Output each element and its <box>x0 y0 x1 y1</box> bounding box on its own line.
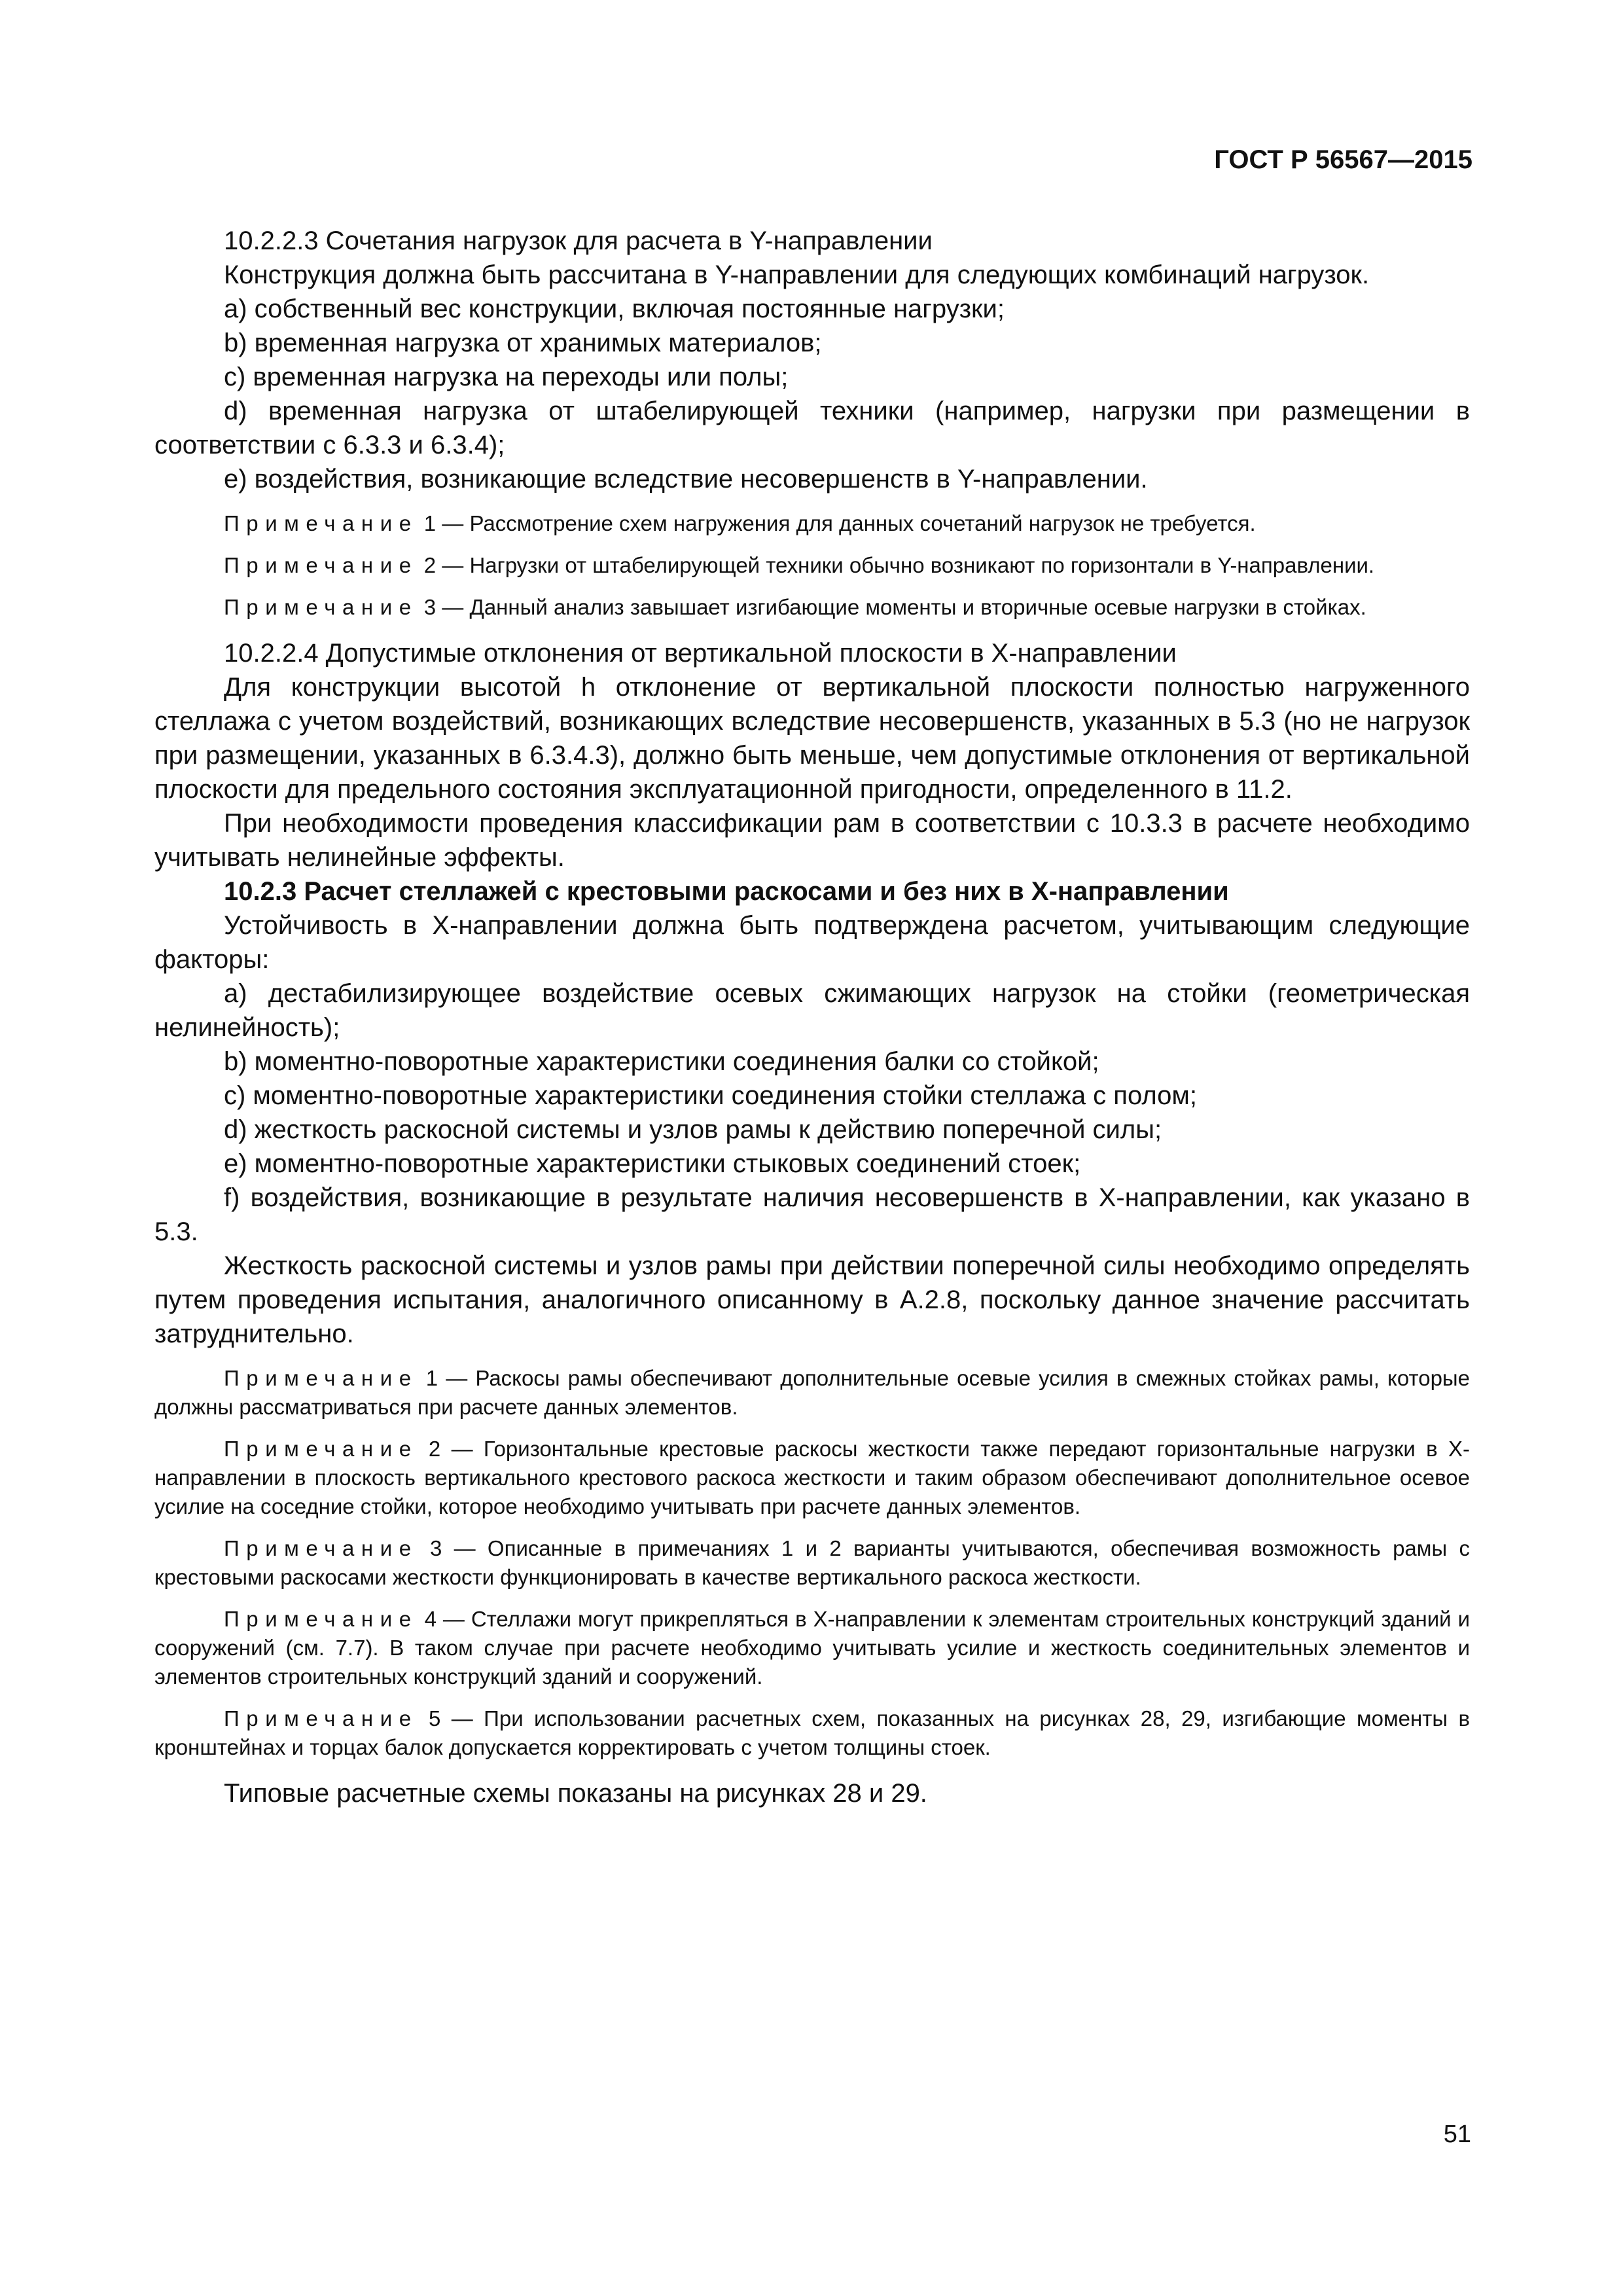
note-label: Примечание <box>224 511 418 535</box>
note-text: 4 — Стеллажи могут прикрепляться в X-направлении к элементам строительных конструкций зданий и сооружений (см. 7.7). В таком случае при расчете необходимо учитывать усилие и жесткость соединительных элементов и элементов строительных конструкций зданий и сооружений. <box>154 1607 1471 1689</box>
list-item: b) моментно-поворотные характеристики соединения балки со стойкой; <box>224 1047 1099 1076</box>
note-text: 1 — Раскосы рамы обеспечивают дополнительные осевые усилия в смежных стойках рамы, которые должны рассматриваться при расчете данных элементов. <box>154 1366 1470 1419</box>
document-code-header: ГОСТ Р 56567—2015 <box>1214 145 1472 174</box>
list-item: d) временная нагрузка от штабелирующей техники (например, нагрузки при размещении в соответствии с 6.3.3 и 6.3.4); <box>154 397 1470 459</box>
paragraph: Устойчивость в X-направлении должна быть подтверждена расчетом, учитывающим следующие факторы: <box>154 911 1470 974</box>
note <box>154 593 1470 622</box>
note-label: Примечание <box>224 1536 418 1560</box>
note <box>154 1605 1470 1691</box>
note-label: Примечание <box>224 1437 418 1461</box>
note-text: 2 — Нагрузки от штабелирующей техники обычно возникают по горизонтали в Y-направлении. <box>423 553 1375 577</box>
note-label: Примечание <box>224 1366 418 1390</box>
section-heading-10-2-2-3: 10.2.2.3 Сочетания нагрузок для расчета в Y-направлении <box>224 226 933 255</box>
note-label: Примечание <box>224 553 418 577</box>
note <box>154 1364 1470 1422</box>
paragraph: Жесткость раскосной системы и узлов рамы при действии поперечной силы необходимо определять путем проведения испытания, аналогичного описанному в А.2.8, поскольку данное значение рассчитать затруднительно. <box>154 1251 1470 1348</box>
note-text: 5 — При использовании расчетных схем, показанных на рисунках 28, 29, изгибающие моменты в кронштейнах и торцах балок допускается корректировать с учетом толщины стоек. <box>154 1706 1471 1759</box>
note-label: Примечание <box>224 1706 418 1731</box>
list-item: e) воздействия, возникающие вследствие несовершенств в Y-направлении. <box>224 465 1148 493</box>
section-heading-10-2-2-4: 10.2.2.4 Допустимые отклонения от вертикальной плоскости в X-направлении <box>224 639 1177 668</box>
list-item: f) воздействия, возникающие в результате наличия несовершенств в X-направлении, как указано в 5.3. <box>154 1183 1470 1246</box>
note-text: 1 — Рассмотрение схем нагружения для данных сочетаний нагрузок не требуется. <box>423 511 1256 535</box>
section-heading-10-2-3: 10.2.3 Расчет стеллажей с крестовыми раскосами и без них в X-направлении <box>224 877 1229 906</box>
document-body <box>154 224 1470 1810</box>
list-item: b) временная нагрузка от хранимых материалов; <box>224 329 822 357</box>
note-label: Примечание <box>224 595 418 619</box>
paragraph: Для конструкции высотой h отклонение от вертикальной плоскости полностью нагруженного стеллажа с учетом воздействий, возникающих вследствие несовершенств, указанных в 5.3 (но не нагрузок при размещении, указанных в 6.3.4.3), должно быть меньше, чем допустимые отклонения от вертикальной плоскости для предельного состояния эксплуатационной пригодности, определенного в 11.2. <box>154 673 1470 804</box>
page-number: 51 <box>1443 2121 1471 2148</box>
note-text: 3 — Описанные в примечаниях 1 и 2 варианты учитываются, обеспечивая возможность рамы с крестовыми раскосами жесткости функционировать в качестве вертикального раскоса жесткости. <box>154 1536 1470 1589</box>
paragraph: При необходимости проведения классификации рам в соответствии с 10.3.3 в расчете необходимо учитывать нелинейные эффекты. <box>154 809 1470 872</box>
note-text: 2 — Горизонтальные крестовые раскосы жесткости также передают горизонтальные нагрузки в X-направлении в плоскость вертикального крестового раскоса жесткости и таким образом обеспечивают дополнительное осевое усилие на соседние стойки, которое необходимо учитывать при расчете данных элементов. <box>154 1437 1470 1518</box>
note <box>154 1704 1470 1762</box>
note <box>154 1435 1470 1521</box>
paragraph: Конструкция должна быть рассчитана в Y-направлении для следующих комбинаций нагрузок. <box>224 260 1370 289</box>
list-item: a) собственный вес конструкции, включая постоянные нагрузки; <box>224 295 1005 323</box>
note-text: 3 — Данный анализ завышает изгибающие моменты и вторичные осевые нагрузки в стойках. <box>423 595 1366 619</box>
paragraph: Типовые расчетные схемы показаны на рисунках 28 и 29. <box>224 1779 927 1808</box>
note <box>154 551 1470 580</box>
list-item: a) дестабилизирующее воздействие осевых сжимающих нагрузок на стойки (геометрическая нелинейность); <box>154 979 1470 1042</box>
list-item: c) моментно-поворотные характеристики соединения стойки стеллажа с полом; <box>224 1081 1197 1110</box>
list-item: d) жесткость раскосной системы и узлов рамы к действию поперечной силы; <box>224 1115 1162 1144</box>
list-item: e) моментно-поворотные характеристики стыковых соединений стоек; <box>224 1149 1081 1178</box>
list-item: c) временная нагрузка на переходы или полы; <box>224 363 789 391</box>
note <box>154 509 1470 538</box>
note-label: Примечание <box>224 1607 418 1631</box>
note <box>154 1534 1470 1592</box>
